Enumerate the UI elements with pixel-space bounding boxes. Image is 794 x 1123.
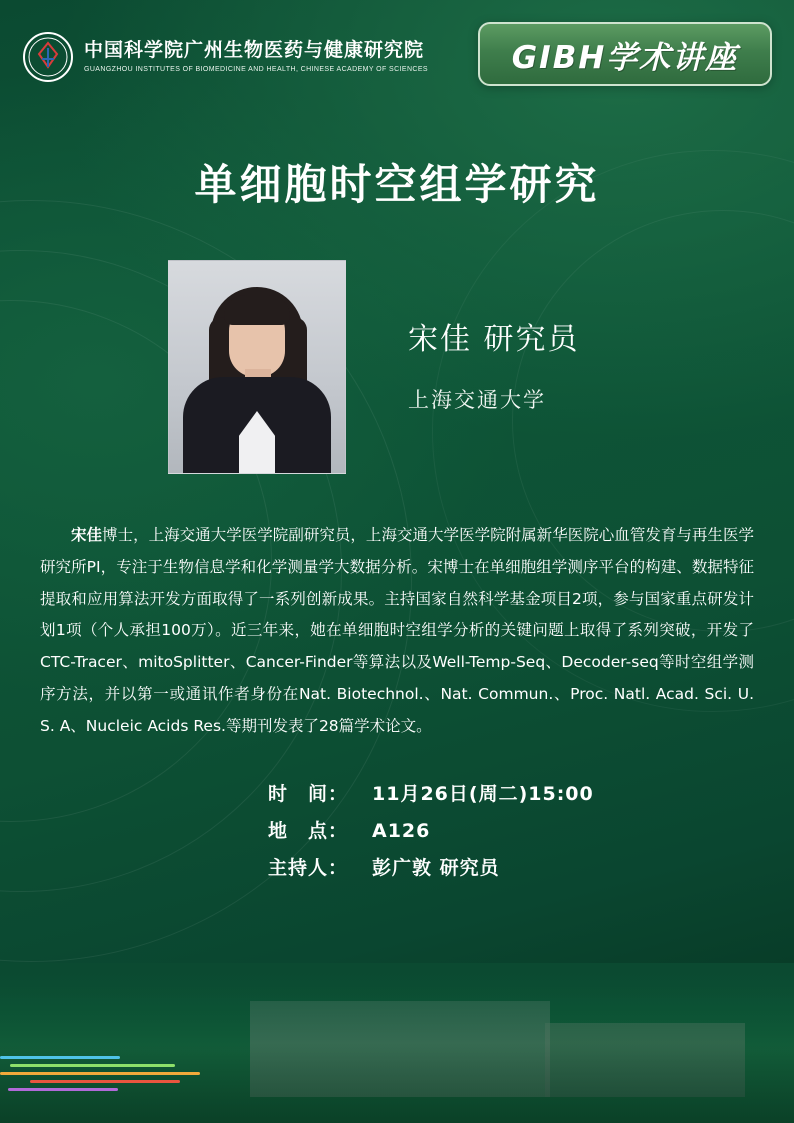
page-title: 单细胞时空组学研究 (194, 160, 600, 209)
campus-photo-band (0, 963, 794, 1123)
detail-label-location: 地 点： (268, 820, 349, 843)
detail-value-host: 彭广敦 研究员 (372, 857, 500, 880)
institute-emblem-icon (22, 31, 74, 83)
detail-value-time: 11月26日(周二)15:00 (372, 783, 594, 806)
detail-label-time: 时 间： (268, 783, 349, 806)
lecture-series-badge (478, 22, 772, 86)
speaker-portrait (168, 260, 346, 474)
speaker-info (346, 260, 580, 414)
detail-label-host: 主持人： (268, 857, 349, 880)
detail-row-time (268, 776, 794, 813)
detail-row-host (268, 850, 794, 887)
institute-logo (22, 25, 428, 83)
speaker-name: 宋佳 研究员 (408, 322, 580, 357)
institute-name-block (84, 38, 429, 73)
institute-name-cn: 中国科学院广州生物医药与健康研究院 (84, 38, 425, 61)
speaker-affiliation: 上海交通大学 (408, 388, 546, 412)
institute-name-en: GUANGZHOU INSTITUTES OF BIOMEDICINE AND HEALTH, CHINESE ACADEMY OF SCIENCES (84, 65, 429, 73)
decorative-light-streaks (0, 1039, 300, 1099)
speaker-bio: 宋佳博士，上海交通大学医学院副研究员，上海交通大学医学院附属新华医院心血管发育与再生医学研究所PI，专注于生物信息学和化学测量学大数据分析。宋博士在单细胞组学测序平台的构建、数据特征提取和应用算法开发方面取得了一系列创新成果。主持国家自然科学基金项目2项，参与国家重点研发计划1项（个人承担100万）。近三年来，她在单细胞时空组学分析的关键问题上取得了系列突破，开发了CTC-Tracer、mitoSplitter、Cancer-Finder等算法以及Well-Temp-Seq、Decoder-seq等时空组学测序方法，并以第一或通讯作者身份在Nat. Biotechnol.、Nat. Commun.、Proc. Natl. Acad. Sci. U. S. A、Nucleic Acids Res.等期刊发表了28篇学术论文。 (40, 526, 754, 735)
lecture-series-badge-label: GIBH学术讲座 (511, 39, 739, 76)
detail-row-location (268, 813, 794, 850)
poster-header (0, 0, 794, 108)
speaker-section (0, 260, 794, 474)
event-details (0, 776, 794, 887)
detail-value-location: A126 (372, 820, 431, 843)
